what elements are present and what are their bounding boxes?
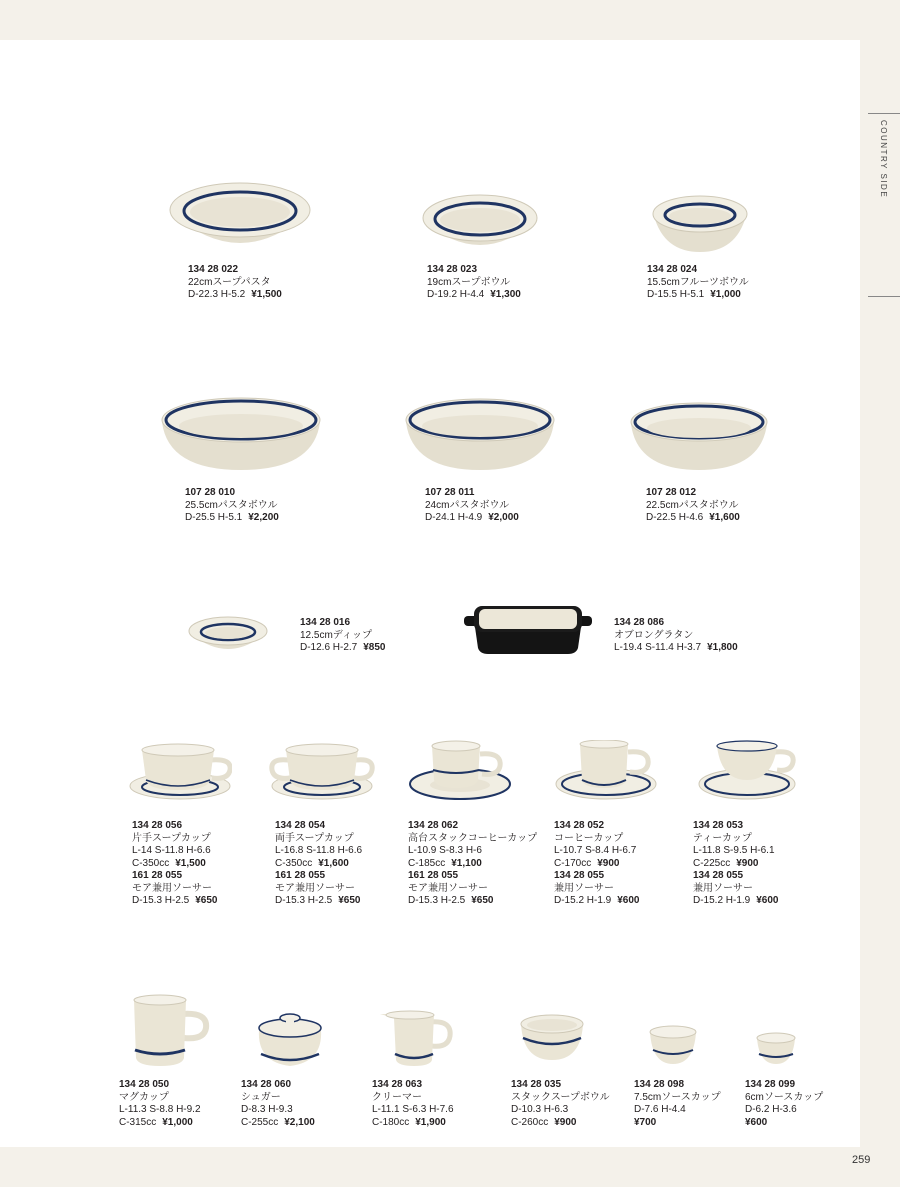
caption-134-28-060: 134 28 060 シュガー D-8.3 H-9.3 C-255cc ¥2,100 — [241, 1079, 315, 1128]
caption-107-28-012: 107 28 012 22.5cmパスタボウル D-22.5 H-4.6 ¥1,600 — [646, 487, 740, 523]
caption-134-28-053: 134 28 053 ティーカップ L-11.8 S-9.5 H-6.1 C-225cc ¥900 134 28 055 兼用ソーサー D-15.2 H-1.9 ¥600 — [693, 820, 779, 906]
product-image-24cm-pasta-bowl — [402, 398, 558, 472]
caption-134-28-099: 134 28 099 6cmソースカップ D-6.2 H-3.6 ¥600 — [745, 1079, 824, 1128]
product-image-25cm-pasta-bowl — [158, 396, 324, 472]
product-image-12cm-dip — [186, 614, 270, 656]
product-image-coffee-cup — [554, 740, 658, 802]
product-image-tea-cup — [697, 740, 797, 802]
product-image-19cm-soup-bowl — [417, 190, 543, 254]
product-image-double-handle-soup-cup — [268, 742, 376, 802]
caption-134-28-016: 134 28 016 12.5cmディップ D-12.6 H-2.7 ¥850 — [300, 617, 386, 653]
caption-134-28-054: 134 28 054 両手スープカップ L-16.8 S-11.8 H-6.6 C-350cc ¥1,600 161 28 055 モア兼用ソーサー D-15.3 H-2.5 ¥650 — [275, 820, 363, 906]
product-image-22cm-soup-pasta — [165, 178, 315, 254]
caption-107-28-010: 107 28 010 25.5cmパスタボウル D-25.5 H-5.1 ¥2,200 — [185, 487, 279, 523]
caption-134-28-062: 134 28 062 高台スタックコーヒーカップ L-10.9 S-8.3 H-6 C-185cc ¥1,100 161 28 055 モア兼用ソーサー D-15.3 H-2.5 ¥650 — [408, 820, 538, 906]
caption-134-28-052: 134 28 052 コーヒーカップ L-10.7 S-8.4 H-6.7 C-170cc ¥900 134 28 055 兼用ソーサー D-15.2 H-1.9 ¥600 — [554, 820, 640, 906]
product-image-7cm-sauce-cup — [648, 1024, 698, 1066]
caption-107-28-011: 107 28 011 24cmパスタボウル D-24.1 H-4.9 ¥2,000 — [425, 487, 519, 523]
caption-134-28-023: 134 28 023 19cmスープボウル D-19.2 H-4.4 ¥1,300 — [427, 264, 521, 300]
product-image-22cm-pasta-bowl — [627, 402, 771, 472]
caption-134-28-050: 134 28 050 マグカップ L-11.3 S-8.8 H-9.2 C-315cc ¥1,000 — [119, 1079, 201, 1128]
side-rule-bottom — [868, 296, 900, 297]
page-number: 259 — [852, 1154, 871, 1166]
caption-134-28-063: 134 28 063 クリーマー L-11.1 S-6.3 H-7.6 C-180cc ¥1,900 — [372, 1079, 454, 1128]
caption-134-28-056: 134 28 056 片手スープカップ L-14 S-11.8 H-6.6 C-350cc ¥1,500 161 28 055 モア兼用ソーサー D-15.3 H-2.5 ¥650 — [132, 820, 218, 906]
product-image-6cm-sauce-cup — [755, 1032, 797, 1066]
caption-134-28-098: 134 28 098 7.5cmソースカップ D-7.6 H-4.4 ¥700 — [634, 1079, 721, 1128]
product-image-stack-coffee-cup — [408, 740, 512, 802]
product-image-15cm-fruit-bowl — [650, 194, 750, 254]
product-image-stack-soup-bowl — [519, 1012, 585, 1062]
side-rule-top — [868, 113, 900, 114]
product-image-mug — [130, 994, 210, 1068]
product-image-single-handle-soup-cup — [128, 742, 232, 802]
product-image-creamer — [380, 1008, 456, 1068]
caption-134-28-024: 134 28 024 15.5cmフルーツボウル D-15.5 H-5.1 ¥1,000 — [647, 264, 749, 300]
caption-134-28-035: 134 28 035 スタックスープボウル D-10.3 H-6.3 C-260cc ¥900 — [511, 1079, 610, 1128]
product-image-oblong-gratin — [464, 604, 592, 656]
caption-134-28-086: 134 28 086 オブロングラタン L-19.4 S-11.4 H-3.7 ¥1,800 — [614, 617, 738, 653]
caption-134-28-022: 134 28 022 22cmスープパスタ D-22.3 H-5.2 ¥1,500 — [188, 264, 282, 300]
side-tab: COUNTRY SIDE — [879, 120, 888, 199]
product-image-sugar-pot — [255, 1010, 325, 1068]
